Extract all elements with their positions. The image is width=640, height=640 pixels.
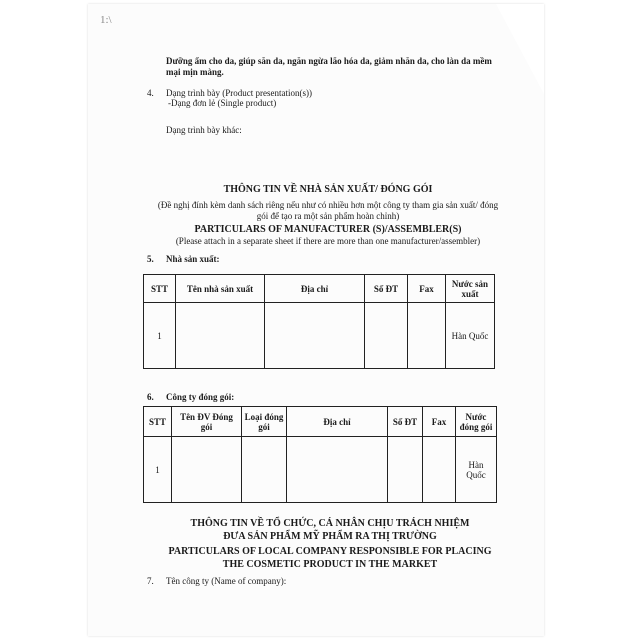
col-packager-name-line-1: Tên ĐV Đóng [180, 411, 233, 422]
cell-phone [388, 437, 423, 503]
cell-packaging-country: Hàn Quốc [456, 437, 497, 503]
col-country-line-2: xuất [461, 288, 479, 299]
manufacturer-table [143, 274, 495, 369]
col-manufacturer-name: Tên nhà sản xuất [176, 275, 265, 303]
col-packager-name-line-2: gói [200, 421, 213, 432]
cell-country: Hàn Quốc [446, 303, 495, 369]
col-packaging-type [242, 407, 287, 437]
purpose-line-2: mại mịn màng. [166, 67, 224, 77]
col-fax: Fax [423, 407, 456, 437]
item-4-number: 4. [147, 88, 154, 98]
purpose-line-1: Dưỡng ẩm cho da, giúp săn da, ngăn ngừa lão hóa da, giảm nhăn da, cho làn da mềm [166, 56, 492, 66]
item-6-number: 6. [147, 392, 154, 402]
col-stt: STT [144, 407, 172, 437]
item-5-number: 5. [147, 254, 154, 264]
item-7-number: 7. [147, 576, 154, 586]
col-packaging-country-line-1: Nước [465, 411, 487, 422]
item-5-label: Nhà sản xuất: [166, 254, 220, 264]
col-address: Địa chỉ [265, 275, 365, 303]
packager-table [143, 406, 497, 503]
col-country [446, 275, 495, 303]
table-header-row [144, 407, 497, 437]
cell-stt: 1 [144, 437, 172, 503]
cell-address [287, 437, 388, 503]
col-fax: Fax [408, 275, 446, 303]
col-packaging-type-line-1: Loại đóng [244, 411, 284, 422]
col-packager-name [172, 407, 242, 437]
cell-fax [408, 303, 446, 369]
manufacturer-note-vn-1: (Đề nghị đính kèm danh sách riêng nếu như có nhiều hơn một công ty tham gia sản xuất/ đóng [157, 200, 499, 210]
col-packaging-type-line-2: gói [258, 421, 270, 432]
cell-address [265, 303, 365, 369]
manufacturer-title-vn: THÔNG TIN VỀ NHÀ SẢN XUẤT/ ĐÓNG GÓI [223, 184, 433, 195]
other-forms-label: Dạng trình bày khác: [166, 125, 242, 135]
table-header-row [144, 275, 495, 303]
col-phone: Số ĐT [388, 407, 423, 437]
cell-manufacturer-name [176, 303, 265, 369]
responsible-title-en-1: PARTICULARS OF LOCAL COMPANY RESPONSIBLE FOR PLACING [168, 546, 492, 557]
cell-phone [365, 303, 408, 369]
item-6-label: Công ty đóng gói: [166, 392, 235, 402]
responsible-title-en-2: THE COSMETIC PRODUCT IN THE MARKET [222, 559, 438, 570]
folded-corner [496, 4, 544, 94]
table-row [144, 303, 495, 369]
cell-fax [423, 437, 456, 503]
manufacturer-note-vn-2: gói để tạo ra một sản phẩm hoàn chỉnh) [256, 211, 400, 221]
table-row [144, 437, 497, 503]
responsible-title-vn-1: THÔNG TIN VỀ TỔ CHỨC, CÁ NHÂN CHỊU TRÁCH NHIỆM [190, 518, 470, 529]
col-packaging-country-line-2: đóng gói [459, 421, 493, 432]
col-stt: STT [144, 275, 176, 303]
cell-packaging-type [242, 437, 287, 503]
col-phone: Số ĐT [365, 275, 408, 303]
item-7-label: Tên công ty (Name of company): [166, 576, 287, 586]
item-4-value: -Dạng đơn lẻ (Single product) [168, 98, 277, 108]
col-country-line-1: Nước sản [451, 278, 489, 289]
manufacturer-note-en: (Please attach in a separate sheet if there are more than one manufacturer/assembler) [175, 236, 481, 246]
manufacturer-title-en: PARTICULARS OF MANUFACTURER (S)/ASSEMBLER(S) [194, 224, 462, 235]
cell-packager-name [172, 437, 242, 503]
col-address: Địa chỉ [287, 407, 388, 437]
cell-stt: 1 [144, 303, 176, 369]
responsible-title-vn-2: ĐƯA SẢN PHẨM MỸ PHẨM RA THỊ TRƯỜNG [223, 531, 437, 542]
item-4-label: Dạng trình bày (Product presentation(s)) [166, 88, 312, 98]
corner-mark: 1:\ [100, 14, 112, 26]
col-packaging-country [456, 407, 497, 437]
